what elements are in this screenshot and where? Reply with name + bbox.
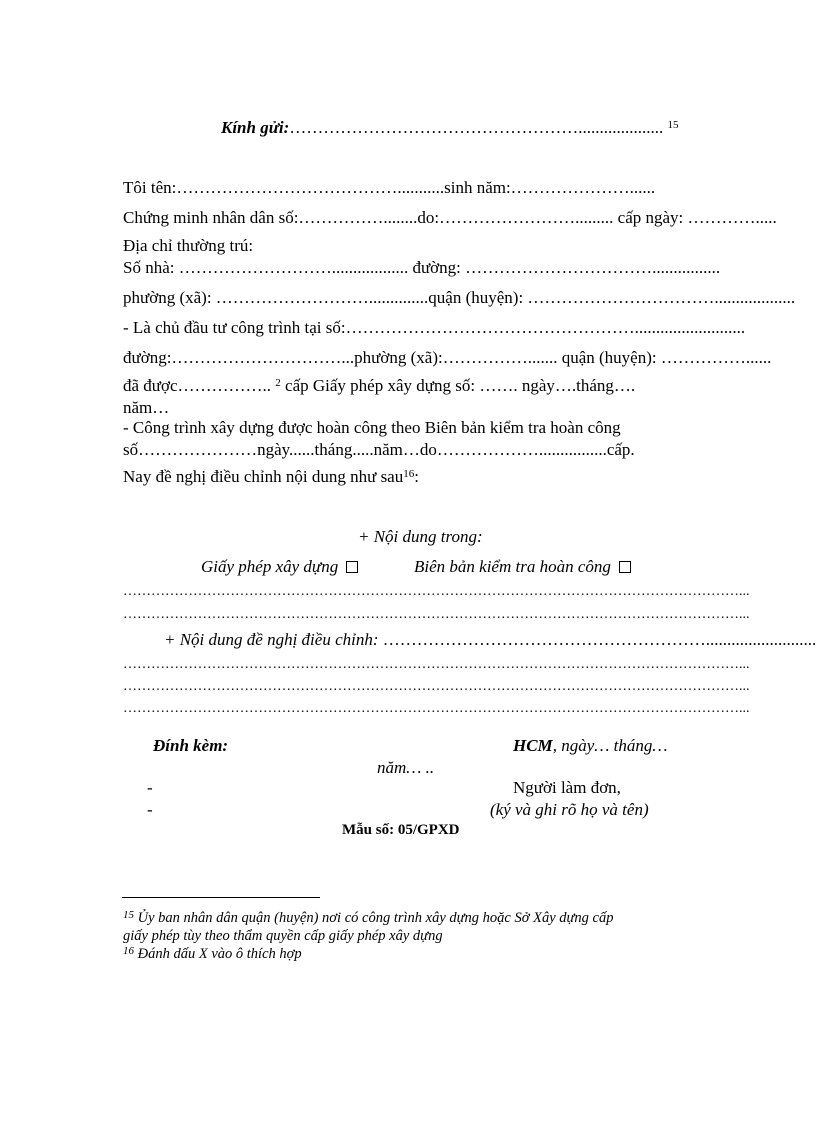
option-completion: [414, 557, 631, 577]
adjust-label: + Nội dung đề nghị điều chỉnh:: [164, 630, 379, 649]
content-dots-3: ……………………………………………………………………………………………………………………...: [123, 657, 750, 672]
footnote-15: [123, 909, 614, 927]
recipient-line: [221, 118, 679, 138]
footnote-ref-16: 16: [403, 468, 415, 480]
request-colon: :: [414, 467, 419, 486]
content-dots-1: ……………………………………………………………………………………………………………………...: [123, 584, 750, 599]
year-line: năm… ..: [377, 758, 435, 777]
signature-note: (ký và ghi rõ họ và tên): [490, 800, 649, 819]
investor-line: - Là chủ đầu tư công trình tại số:……………………………………………..........................: [123, 318, 746, 337]
attachment-dash-2: -: [147, 800, 153, 819]
footnote-ref-15: 15: [667, 119, 679, 131]
option-permit: [201, 557, 358, 577]
recipient-label: Kính gửi:: [221, 118, 290, 137]
footnote-16-number: 16: [123, 945, 134, 957]
ward-district-line: phường (xã): ………………………..............quận (huyện): ……………………………...................: [123, 288, 796, 307]
footnote-16-text: Đánh dấu X vào ô thích hợp: [137, 946, 302, 962]
house-number-line: Số nhà: ……………………….................. đường: ……………………………................: [123, 258, 721, 277]
adjust-dots: …………………………………………………..........................: [382, 630, 816, 649]
permit-year-line: năm…: [123, 398, 170, 417]
permit-line: [123, 376, 635, 396]
address-label: Địa chỉ thường trú:: [123, 236, 254, 255]
completion-number-line: số…………………ngày......tháng.....năm…do………………................cấp.: [123, 440, 635, 459]
footnote-divider: [122, 897, 320, 898]
request-line: [123, 467, 419, 487]
option-completion-label: Biên bản kiểm tra hoàn công: [414, 557, 611, 576]
applicant-label: Người làm đơn,: [513, 778, 621, 797]
completion-line: - Công trình xây dựng được hoàn công theo Biên bản kiểm tra hoàn công: [123, 418, 621, 437]
content-heading: + Nội dung trong:: [358, 527, 483, 546]
permit-number: cấp Giấy phép xây dựng số: ……. ngày….tháng….: [285, 376, 636, 395]
permit-checkbox[interactable]: [346, 561, 358, 573]
recipient-dots: ……………………………………………....................: [289, 118, 664, 137]
attachments-label: Đính kèm:: [153, 736, 229, 755]
footnote-15-continued: giấy phép tùy theo thẩm quyền cấp giấy phép xây dựng: [123, 928, 443, 944]
date-line: , ngày… tháng…: [552, 736, 668, 755]
form-code: Mẫu số: 05/GPXD: [342, 822, 460, 838]
footnote-16: [123, 945, 302, 963]
content-dots-5: ……………………………………………………………………………………………………………………...: [123, 701, 750, 716]
footnote-15-text: Ủy ban nhân dân quận (huyện) nơi có công trình xây dựng hoặc Sở Xây dựng cấp: [137, 910, 614, 926]
id-card-line: Chứng minh nhân dân số:……………........do:……………………......... cấp ngày: ………….....: [123, 208, 777, 227]
content-dots-4: ……………………………………………………………………………………………………………………...: [123, 679, 750, 694]
request-text: Nay đề nghị điều chỉnh nội dung như sau: [123, 467, 404, 486]
completion-checkbox[interactable]: [619, 561, 631, 573]
project-street-line: đường:…………………………...phường (xã):……………....... quận (huyện): ……………......: [123, 348, 772, 367]
place-date: [513, 736, 667, 756]
permit-issuer: đã được……………..: [123, 376, 272, 395]
name-line: Tôi tên:…………………………………...........sinh năm:…………………......: [123, 178, 656, 197]
content-dots-2: ……………………………………………………………………………………………………………………...: [123, 607, 750, 622]
adjust-line: [164, 630, 816, 650]
attachment-dash-1: -: [147, 778, 153, 797]
place: HCM: [513, 736, 553, 755]
option-permit-label: Giấy phép xây dựng: [201, 557, 339, 576]
footnote-ref-2: 2: [275, 377, 281, 389]
footnote-15-number: 15: [123, 909, 134, 921]
